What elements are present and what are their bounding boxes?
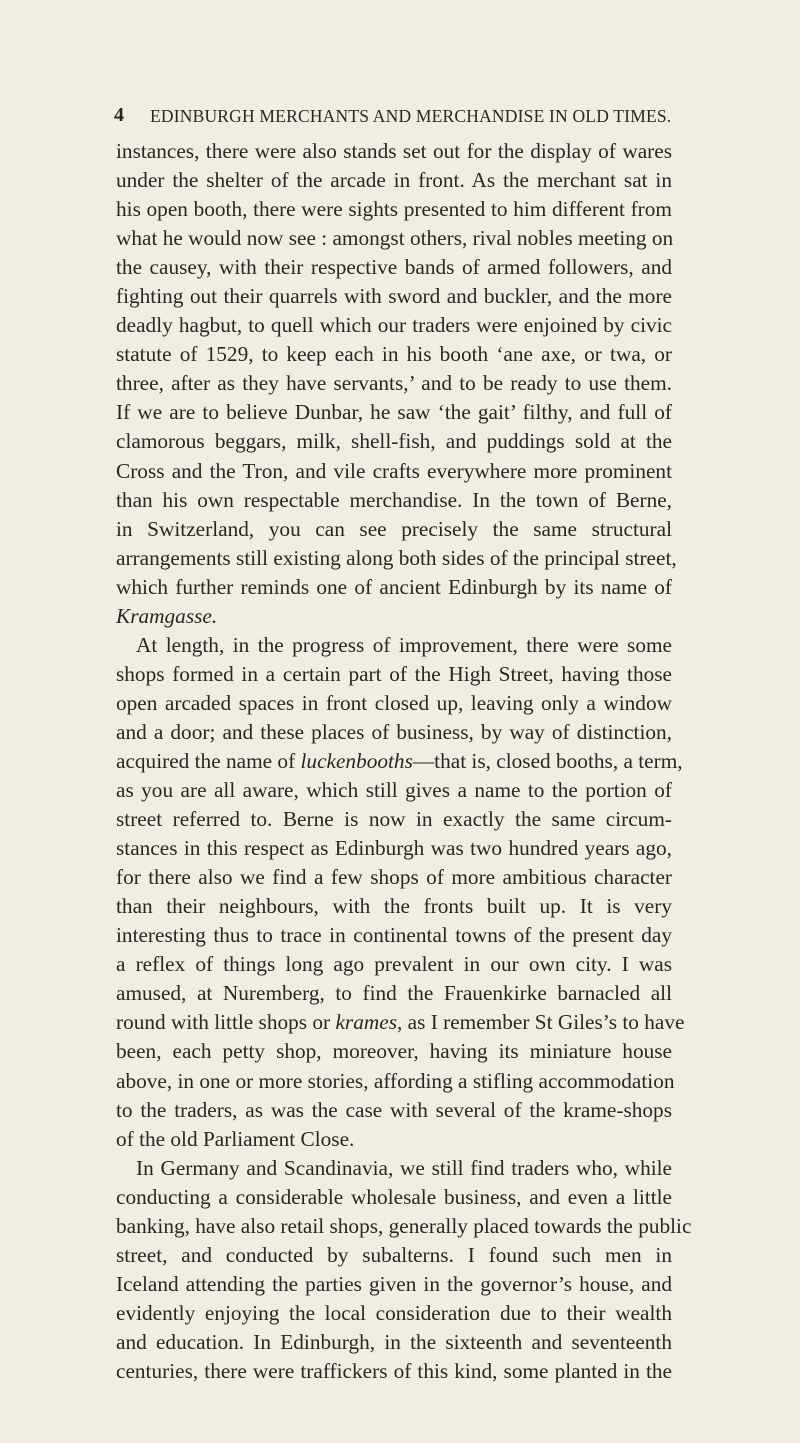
text-line: open arcaded spaces in front closed up, leaving only a window <box>116 690 672 715</box>
text-line: evidently enjoying the local consideration due to their wealth <box>116 1300 672 1325</box>
text-line: instances, there were also stands set out for the display of wares <box>116 139 672 163</box>
text-line: than their neighbours, with the fronts built up. It is very <box>116 894 672 919</box>
text-line: Iceland attending the parties given in the governor’s house, and <box>116 1271 672 1296</box>
text-line: above, in one or more stories, affording a stifling accommodation <box>116 1068 675 1093</box>
page-number: 4 <box>114 104 125 126</box>
text-line: street referred to. Berne is now in exactly the same circum- <box>116 807 672 832</box>
text-line: banking, have also retail shops, generally placed towards the public <box>116 1213 692 1238</box>
text-line: and education. In Edinburgh, in the sixteenth and seventeenth <box>116 1329 672 1354</box>
paragraph-start: At length, in the progress of improvement, there were some <box>136 632 672 657</box>
text-line: in Switzerland, you can see precisely the same structural <box>116 516 672 541</box>
text-line: under the shelter of the arcade in front. As the merchant sat in <box>116 168 672 193</box>
body-text <box>116 137 692 1386</box>
text-line: street, and conducted by subalterns. I found such men in <box>116 1242 672 1267</box>
text-line: Cross and the Tron, and vile crafts everywhere more prominent <box>116 458 672 483</box>
text-run: acquired the name of <box>116 748 301 773</box>
text-line: conducting a considerable wholesale business, and even a little <box>116 1184 672 1209</box>
running-head <box>114 104 674 130</box>
text-line-with-italic <box>116 747 683 776</box>
italic-term-luckenbooths: luckenbooths <box>300 748 413 773</box>
text-line: and a door; and these places of business, by way of distinction, <box>116 719 672 744</box>
text-line: of the old Parliament Close. <box>116 1126 355 1151</box>
text-line: three, after as they have servants,’ and to be ready to use them. <box>116 371 672 396</box>
text-line: what he would now see : amongst others, rival nobles meeting on <box>116 226 674 251</box>
text-line: stances in this respect as Edinburgh was two hundred years ago, <box>116 836 672 861</box>
text-run: —that is, closed booths, a term, <box>412 748 683 773</box>
text-line: his open booth, there were sights presented to him different from <box>116 197 672 222</box>
text-line-with-italic <box>116 1008 685 1037</box>
text-line: fighting out their quarrels with sword and buckler, and the more <box>116 284 672 309</box>
text-line: deadly hagbut, to quell which our traders were enjoined by civic <box>116 313 672 338</box>
text-line: clamorous beggars, milk, shell-fish, and puddings sold at the <box>116 429 672 454</box>
text-line: centuries, there were traffickers of this kind, some planted in the <box>116 1358 672 1383</box>
text-line: amused, at Nuremberg, to find the Frauenkirke barnacled all <box>116 981 672 1006</box>
text-line: for there also we find a few shops of more ambitious character <box>116 865 672 890</box>
text-run: , as I remember St Giles’s to have <box>396 1010 685 1035</box>
text-line: Kramgasse. <box>116 603 218 628</box>
italic-term-krames: krames <box>335 1010 397 1035</box>
text-line: statute of 1529, to keep each in his booth ‘ane axe, or twa, or <box>116 342 672 367</box>
text-line: arrangements still existing along both sides of the principal street, <box>116 545 677 570</box>
text-line: than his own respectable merchandise. In the town of Berne, <box>116 487 672 512</box>
paragraph-start: In Germany and Scandinavia, we still find traders who, while <box>136 1155 672 1180</box>
text-line: been, each petty shop, moreover, having its miniature house <box>116 1039 672 1064</box>
text-run: round with little shops or <box>116 1010 336 1035</box>
text-line: as you are all aware, which still gives a name to the portion of <box>116 778 672 803</box>
text-line: a reflex of things long ago prevalent in our own city. I was <box>116 952 672 977</box>
text-line: to the traders, as was the case with several of the krame-shops <box>116 1097 672 1122</box>
text-line: If we are to believe Dunbar, he saw ‘the gait’ filthy, and full of <box>116 400 672 425</box>
running-title: EDINBURGH MERCHANTS AND MERCHANDISE IN OLD TIMES. <box>150 106 672 126</box>
text-line: shops formed in a certain part of the High Street, having those <box>116 661 672 686</box>
text-line: the causey, with their respective bands of armed followers, and <box>116 255 672 280</box>
text-line: which further reminds one of ancient Edinburgh by its name of <box>116 574 672 599</box>
text-line: interesting thus to trace in continental towns of the present day <box>116 923 672 948</box>
